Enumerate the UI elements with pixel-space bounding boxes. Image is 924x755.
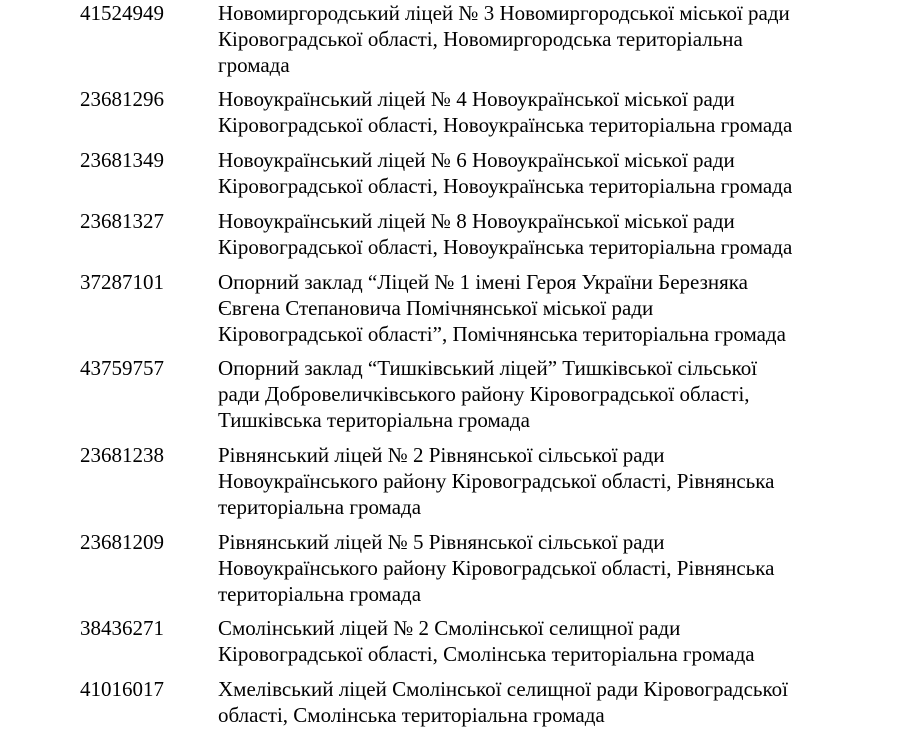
institution-name-line: Новоукраїнський ліцей № 4 Новоукраїнської міської ради	[218, 87, 735, 111]
institution-name-line: Рівнянський ліцей № 5 Рівнянської сільської ради	[218, 530, 665, 554]
institution-name	[218, 0, 868, 78]
institution-name-line: Новоукраїнський ліцей № 8 Новоукраїнської міської ради	[218, 209, 735, 233]
institution-name-line: Опорний заклад “Ліцей № 1 імені Героя України Березняка	[218, 270, 749, 294]
table-row	[0, 147, 868, 199]
edrpou-code: 41016017	[80, 677, 164, 701]
institution-name-line: Хмелівський ліцей Смолінської селищної ради Кіровоградської	[218, 677, 788, 701]
edrpou-code: 23681327	[80, 209, 164, 233]
table-row	[0, 442, 868, 520]
edrpou-code: 43759757	[80, 356, 164, 380]
institution-name	[218, 208, 868, 260]
institution-name	[218, 269, 868, 347]
institution-name-line: Кіровоградської області”, Помічнянська територіальна громада	[218, 322, 786, 346]
institution-name	[218, 615, 868, 667]
institution-name-line: територіальна громада	[218, 495, 422, 519]
edrpou-code: 37287101	[80, 270, 164, 294]
institution-name-line: Євгена Степановича Помічнянської міської ради	[218, 296, 654, 320]
institution-name-line: ради Добровеличківського району Кіровоградської області,	[218, 382, 750, 406]
institution-name-line: Тишківська територіальна громада	[218, 408, 530, 432]
institution-name-line: територіальна громада	[218, 582, 422, 606]
institution-name-line: Новоукраїнського району Кіровоградської області, Рівнянська	[218, 469, 775, 493]
institution-name-line: Кіровоградської області, Новоукраїнська територіальна громада	[218, 235, 793, 259]
table-row	[0, 269, 868, 347]
table-row	[0, 676, 868, 728]
institution-name	[218, 147, 868, 199]
institution-name-line: Опорний заклад “Тишківський ліцей” Тишківської сільської	[218, 356, 758, 380]
institution-name	[218, 442, 868, 520]
institution-name-line: області, Смолінська територіальна громада	[218, 703, 605, 727]
edrpou-code: 38436271	[80, 616, 164, 640]
institution-name-line: Новоукраїнський ліцей № 6 Новоукраїнської міської ради	[218, 148, 735, 172]
table-row	[0, 615, 868, 667]
institution-name-line: Смолінський ліцей № 2 Смолінської селищної ради	[218, 616, 681, 640]
institution-name-line: Рівнянський ліцей № 2 Рівнянської сільської ради	[218, 443, 665, 467]
institution-name	[218, 676, 868, 728]
edrpou-code: 23681209	[80, 530, 164, 554]
institution-name-line: Кіровоградської області, Новоукраїнська територіальна громада	[218, 174, 793, 198]
table-row	[0, 0, 868, 78]
institution-name	[218, 529, 868, 607]
institution-name-line: Кіровоградської області, Новомиргородська територіальна	[218, 27, 743, 51]
institution-name-line: Кіровоградської області, Новоукраїнська територіальна громада	[218, 113, 793, 137]
institution-name-line: Новоукраїнського району Кіровоградської області, Рівнянська	[218, 556, 775, 580]
edrpou-code: 23681349	[80, 148, 164, 172]
edrpou-code: 23681296	[80, 87, 164, 111]
table-row	[0, 355, 868, 433]
table-row	[0, 208, 868, 260]
edrpou-code: 41524949	[80, 1, 164, 25]
institution-name-line: Новомиргородський ліцей № 3 Новомиргородської міської ради	[218, 1, 790, 25]
institution-name-line: громада	[218, 53, 290, 77]
institution-name	[218, 86, 868, 138]
edrpou-code: 23681238	[80, 443, 164, 467]
table-row	[0, 86, 868, 138]
institution-name	[218, 355, 868, 433]
table-row	[0, 529, 868, 607]
institution-name-line: Кіровоградської області, Смолінська територіальна громада	[218, 642, 755, 666]
